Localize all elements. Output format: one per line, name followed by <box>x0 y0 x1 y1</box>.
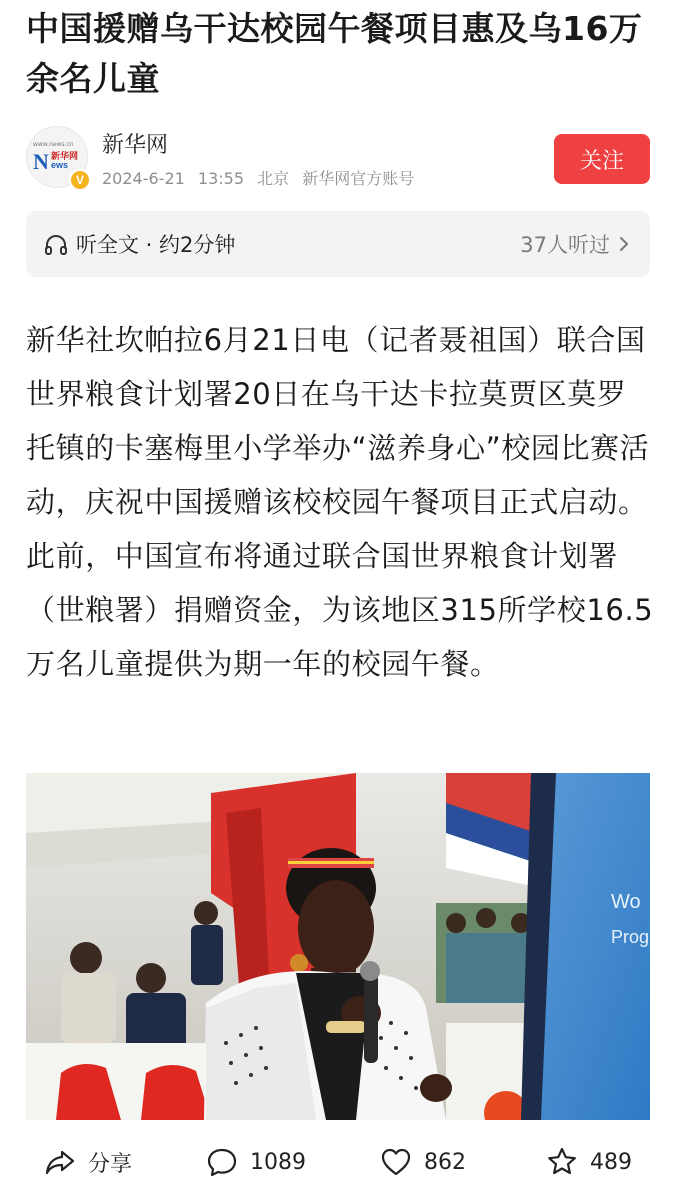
banner-text-1: Wo <box>611 891 641 913</box>
article-title: 中国援赠乌干达校园午餐项目惠及乌16万余名儿童 <box>26 9 643 98</box>
logo-letter: N <box>33 149 49 174</box>
share-label: 分享 <box>88 1151 133 1177</box>
bottom-action-bar <box>0 1122 676 1200</box>
heart-icon <box>380 1146 412 1178</box>
chevron-right-icon <box>616 236 632 252</box>
author-row <box>26 126 650 190</box>
publish-location: 北京 <box>257 169 290 188</box>
author-name[interactable]: 新华网 <box>102 133 169 158</box>
headphone-icon <box>44 232 68 256</box>
article-photo[interactable] <box>26 773 650 1120</box>
publish-date: 2024-6-21 <box>102 169 185 188</box>
logo-url-text: www.news.cn <box>33 141 74 148</box>
publish-time: 13:55 <box>197 169 245 188</box>
listen-count <box>520 229 632 259</box>
star-icon <box>546 1146 578 1178</box>
listen-label: 听全文 · 约2分钟 <box>76 233 236 257</box>
comment-button[interactable] <box>206 1146 306 1178</box>
logo-chinese: 新华网 <box>51 152 79 162</box>
like-count: 862 <box>424 1149 466 1175</box>
comment-icon <box>206 1146 238 1178</box>
comment-count: 1089 <box>250 1149 306 1175</box>
article-body: 新华社坎帕拉6月21日电（记者聂祖国）联合国世界粮食计划署20日在乌干达卡拉莫贾区莫罗托镇的卡塞梅里小学举办“滋养身心”校园比赛活动，庆祝中国援赠该校校园午餐项目正式启动。此前，中国宣布将通过联合国世界粮食计划署（世粮署）捐赠资金，为该地区315所学校16.5万名儿童提供为期一年的校园午餐。 <box>26 323 654 681</box>
logo-ews: ews <box>51 160 69 170</box>
publish-meta <box>102 166 422 189</box>
share-button[interactable] <box>44 1146 132 1178</box>
favorite-count: 489 <box>590 1149 632 1175</box>
event-photo-illustration <box>26 773 650 1120</box>
banner-text-2: Prog <box>611 927 650 947</box>
follow-button[interactable]: 关注 <box>554 134 650 184</box>
avatar[interactable] <box>26 126 88 188</box>
verified-badge-icon: V <box>69 169 91 191</box>
listen-bar[interactable] <box>26 211 650 277</box>
listen-count-text: 37人听过 <box>520 233 610 257</box>
like-button[interactable] <box>380 1146 466 1178</box>
account-type: 新华网官方账号 <box>302 169 415 188</box>
share-icon <box>44 1146 76 1178</box>
favorite-button[interactable] <box>546 1146 632 1178</box>
